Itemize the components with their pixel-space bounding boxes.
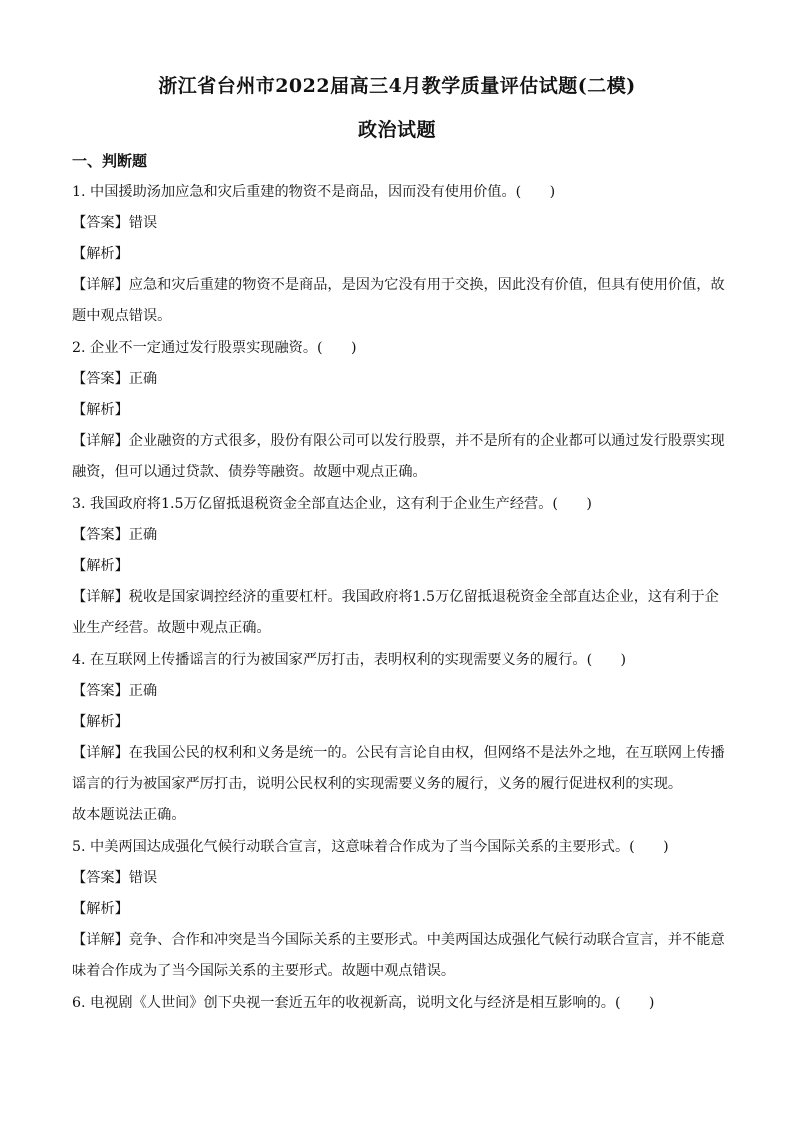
answer-4 — [72, 680, 724, 702]
section-heading: 一、判断题 — [72, 152, 148, 170]
detail-5-line-1: 【详解】竞争、合作和冲突是当今国际关系的主要形式。中美两国达成强化气候行动联合宣言，并不能意 — [72, 932, 725, 948]
detail-4-line-2: 谣言的行为被国家严厉打击，说明公民权利的实现需要义务的履行，义务的履行促进权利的实现。 — [72, 776, 683, 792]
answer-value: 正确 — [128, 371, 158, 387]
detail-tag: 【详解】 — [72, 589, 129, 605]
question-1: 1. 中国援助汤加应急和灾后重建的物资不是商品，因而没有使用价值。( ) — [72, 184, 556, 200]
answer-tag: 【答案】 — [72, 215, 129, 231]
detail-5-line-2: 味着合作成为了当今国际关系的主要形式。故题中观点错误。 — [72, 963, 456, 979]
detail-3-line-2: 业生产经营。故题中观点正确。 — [72, 620, 271, 636]
answer-value: 正确 — [128, 683, 158, 699]
detail-4-line-3: 故本题说法正确。 — [72, 807, 186, 823]
analysis-4: 【解析】 — [72, 714, 129, 730]
analysis-5: 【解析】 — [72, 901, 129, 917]
answer-tag: 【答案】 — [72, 683, 129, 699]
question-2: 2. 企业不一定通过发行股票实现融资。( ) — [72, 340, 357, 356]
question-5: 5. 中美两国达成强化气候行动联合宣言，这意味着合作成为了当今国际关系的主要形式。( ) — [72, 839, 669, 855]
detail-tag: 【详解】 — [72, 433, 129, 449]
answer-tag: 【答案】 — [72, 371, 129, 387]
answer-value: 错误 — [128, 870, 158, 886]
detail-tag: 【详解】 — [72, 745, 129, 761]
detail-1-line-2: 题中观点错误。 — [72, 308, 172, 324]
detail-2-line-2: 融资，但可以通过贷款、债券等融资。故题中观点正确。 — [72, 464, 427, 480]
answer-tag: 【答案】 — [72, 527, 129, 543]
answer-3 — [72, 524, 724, 546]
document-title: 浙江省台州市2022届高三4月教学质量评估试题(二模) — [158, 75, 636, 97]
analysis-3: 【解析】 — [72, 558, 129, 574]
answer-value: 错误 — [128, 215, 158, 231]
analysis-2: 【解析】 — [72, 402, 129, 418]
detail-tag: 【详解】 — [72, 932, 129, 948]
answer-1 — [72, 212, 724, 234]
answer-2 — [72, 368, 724, 390]
answer-5 — [72, 867, 724, 889]
question-6: 6. 电视剧《人世间》创下央视一套近五年的收视新高，说明文化与经济是相互影响的。( ) — [72, 995, 655, 1011]
detail-tag: 【详解】 — [72, 277, 129, 293]
analysis-1: 【解析】 — [72, 246, 129, 262]
detail-1-line-1: 【详解】应急和灾后重建的物资不是商品，是因为它没有用于交换，因此没有价值，但具有使用价值，故 — [72, 277, 725, 293]
question-3: 3. 我国政府将1.5万亿留抵退税资金全部直达企业，这有利于企业生产经营。( ) — [72, 496, 592, 512]
question-4: 4. 在互联网上传播谣言的行为被国家严厉打击，表明权利的实现需要义务的履行。( ) — [72, 652, 627, 668]
detail-2-line-1: 【详解】企业融资的方式很多，股份有限公司可以发行股票，并不是所有的企业都可以通过发行股票实现 — [72, 433, 725, 449]
detail-3-line-1: 【详解】税收是国家调控经济的重要杠杆。我国政府将1.5万亿留抵退税资金全部直达企业，这有利于企 — [72, 589, 719, 605]
detail-4-line-1: 【详解】在我国公民的权利和义务是统一的。公民有言论自由权，但网络不是法外之地，在互联网上传播 — [72, 745, 725, 761]
answer-value: 正确 — [128, 527, 158, 543]
answer-tag: 【答案】 — [72, 870, 129, 886]
document-subtitle: 政治试题 — [357, 119, 436, 141]
